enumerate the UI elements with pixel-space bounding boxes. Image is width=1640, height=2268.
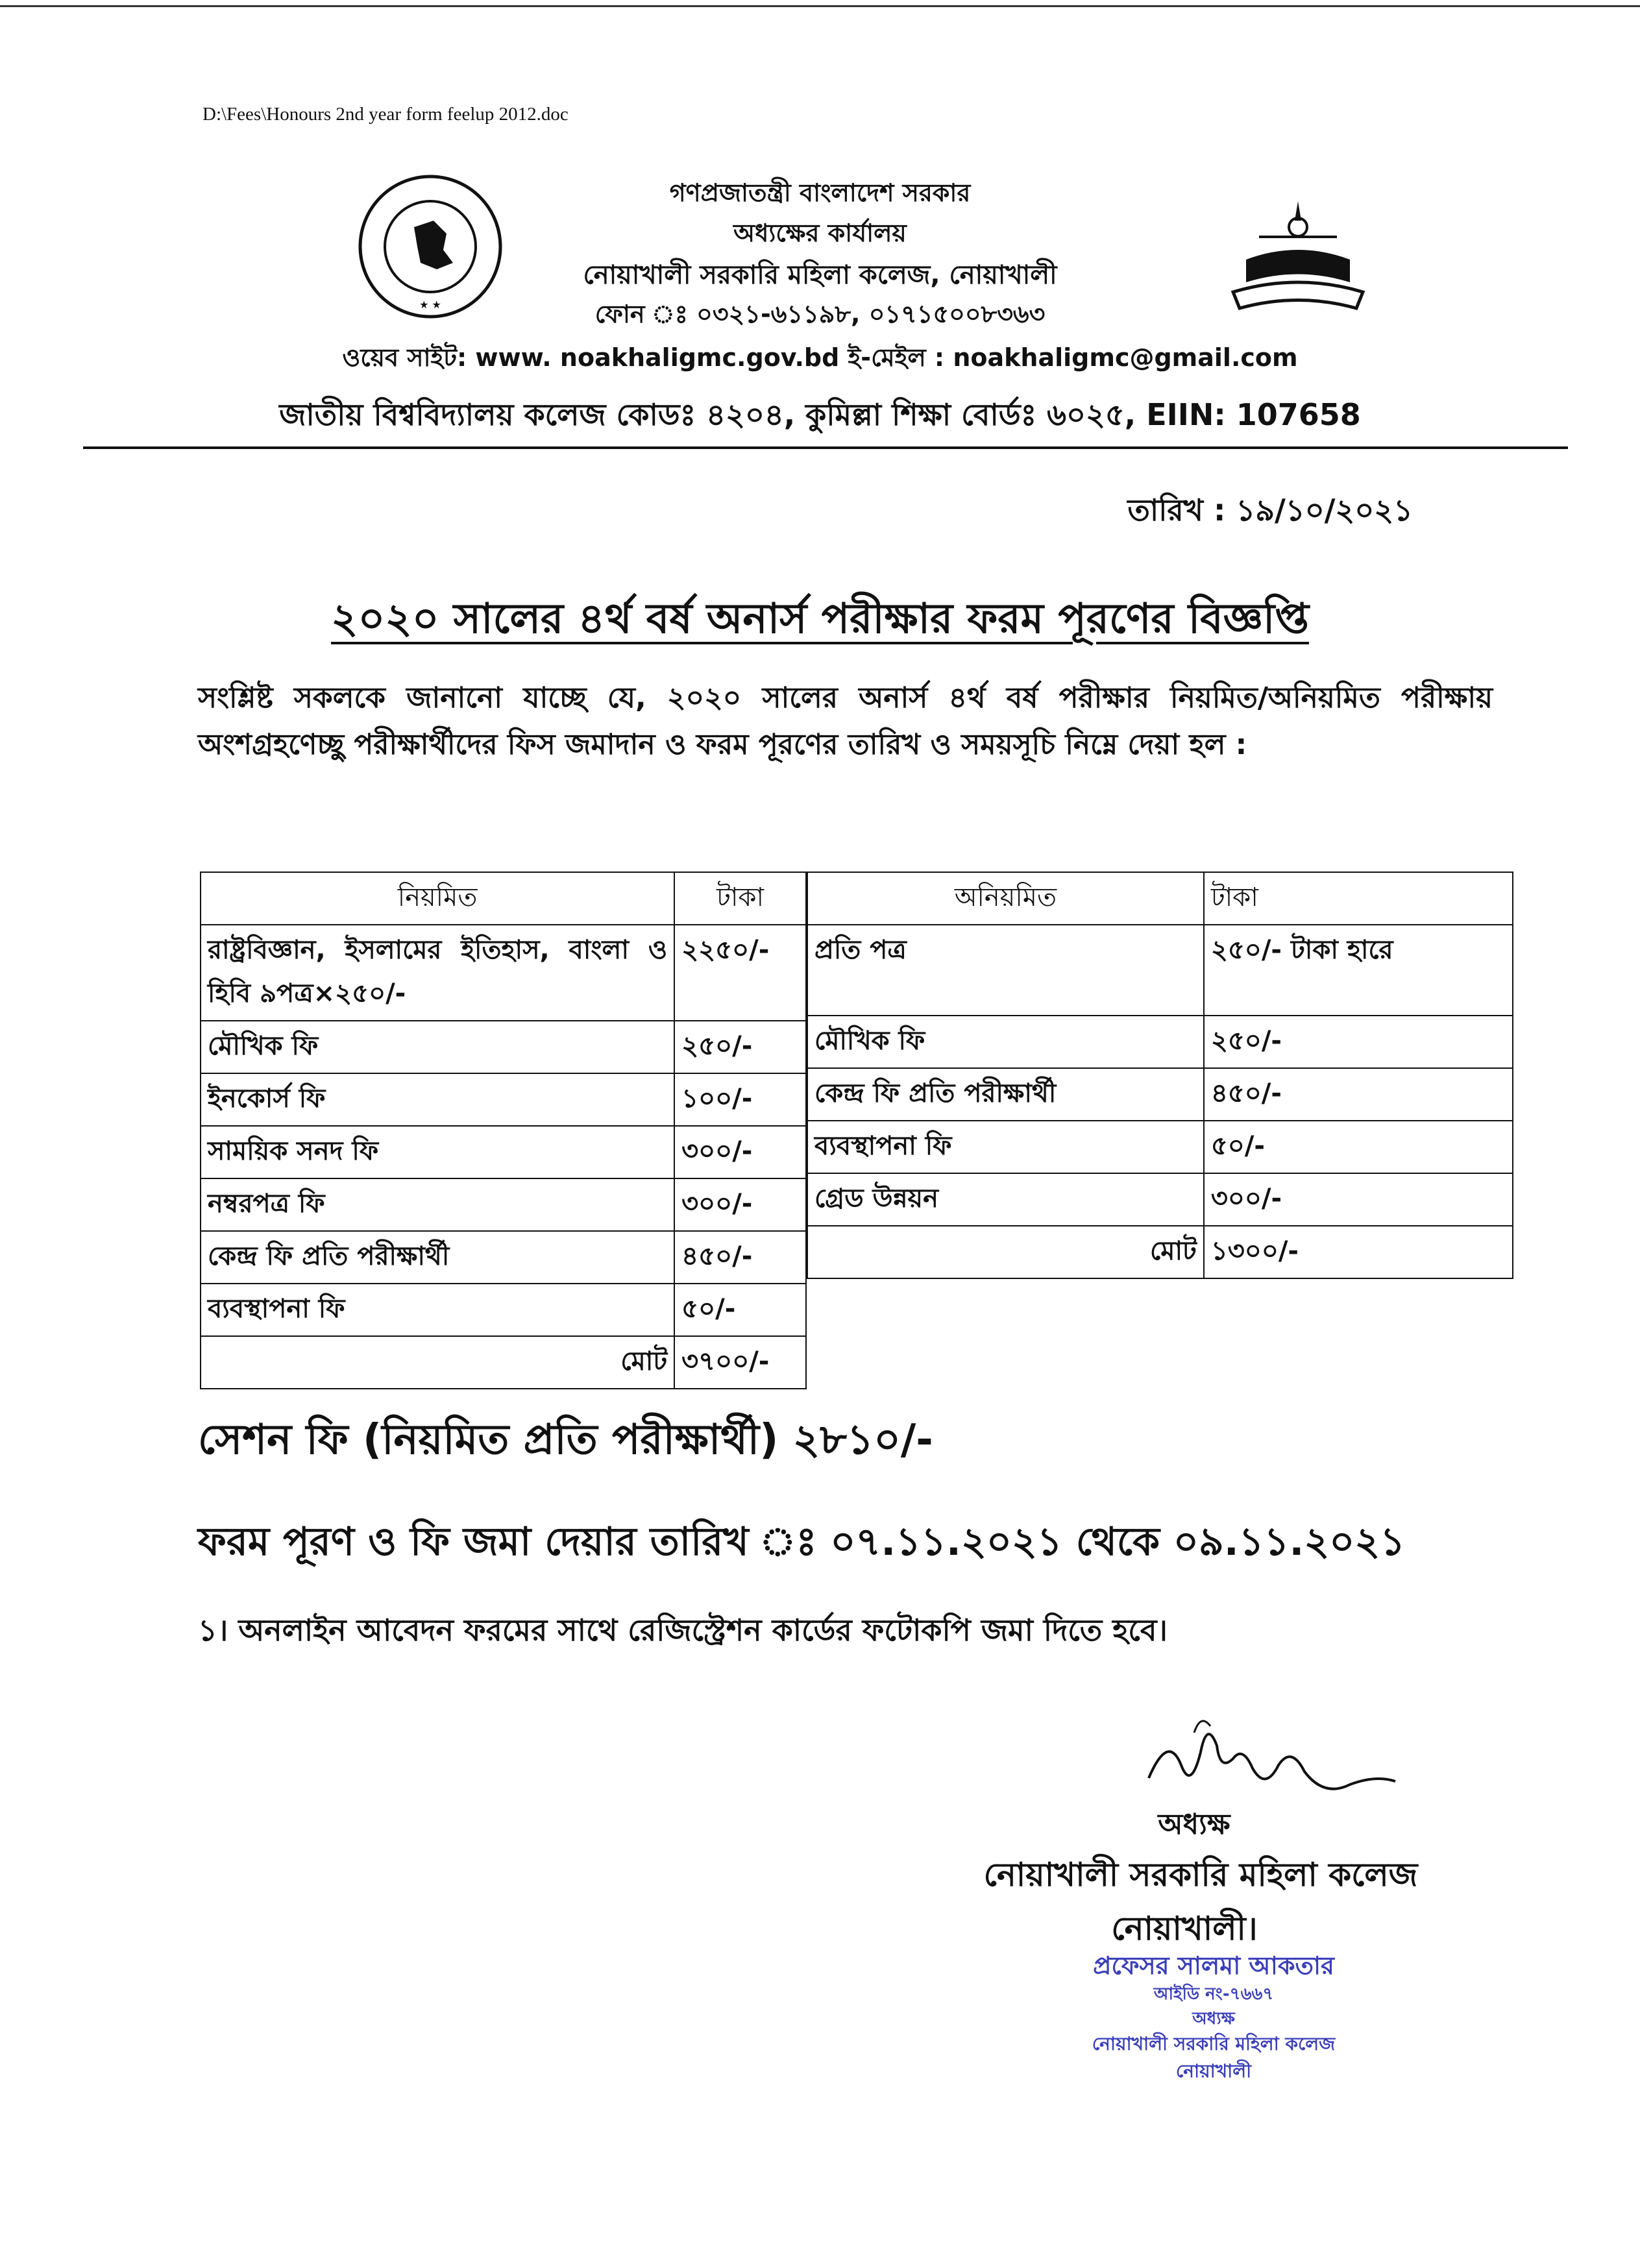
column-header: নিয়মিত [201,872,674,925]
table-row [201,1126,806,1178]
fee-amount: ৩০০/- [674,1126,806,1178]
notice-title: ২০২০ সালের ৪র্থ বর্ষ অনার্স পরীক্ষার ফরম পূরণের বিজ্ঞপ্তি [331,595,1309,643]
table-row [807,925,1513,1016]
stamp-name: প্রফেসর সালমা আকতার [1093,1951,1334,1980]
fee-amount: ৫০/- [1204,1121,1513,1173]
table-row [807,1121,1513,1173]
fee-amount: ৪৫০/- [1204,1068,1513,1121]
fee-amount: ২৫০/- [674,1021,806,1073]
fee-label: ব্যবস্থাপনা ফি [201,1284,674,1336]
fee-amount: ২৫০/- টাকা হারে [1204,925,1513,1016]
submission-dates: ফরম পূরণ ও ফি জমা দেয়ার তারিখ ঃ ০৭.১১.২০২১ থেকে ০৯.১১.২০২১ [198,1519,1406,1565]
header-codes: জাতীয় বিশ্ববিদ্যালয় কলেজ কোডঃ ৪২০৪, কুমিল্লা শিক্ষা বোর্ডঃ ৬০২৫, EIIN: 107658 [279,397,1361,432]
stamp-id: আইডি নং-৭৬৬৭ [1153,1984,1274,2004]
header-office: অধ্যক্ষের কার্যালয় [733,219,907,247]
fee-label: ব্যবস্থাপনা ফি [807,1121,1204,1173]
stamp-role: অধ্যক্ষ [1192,2009,1235,2029]
principal-signature [1129,1707,1402,1804]
table-row [201,1284,806,1336]
total-row [201,1336,806,1389]
fee-label: প্রতি পত্র [807,925,1204,1016]
header-web-email: ওয়েব সাইট: www. noakhaligmc.gov.bd ই-মেইল : noakhaligmc@gmail.com [342,343,1298,372]
header-government: গণপ্রজাতন্ত্রী বাংলাদেশ সরকার [669,178,971,207]
session-fee: সেশন ফি (নিয়মিত প্রতি পরীক্ষার্থী) ২৮১০/- [198,1416,933,1464]
fee-amount: ২৫০/- [1204,1016,1513,1068]
table-row [201,1021,806,1073]
signatory-role: অধ্যক্ষ [1158,1808,1230,1841]
table-row [807,1016,1513,1068]
header-divider [83,446,1568,449]
table-header-row [201,872,806,925]
irregular-fees-table [807,872,1513,1279]
notice-date: তারিখ : ১৯/১০/২০২১ [1127,493,1413,528]
fee-amount: ১০০/- [674,1073,806,1126]
fee-amount: ৪৫০/- [674,1231,806,1284]
fee-label: সাময়িক সনদ ফি [201,1126,674,1178]
table-row [201,1073,806,1126]
column-header: অনিয়মিত [807,872,1204,925]
table-row [201,1231,806,1284]
table-row [201,925,806,1021]
stamp-city: নোয়াখালী [1175,2060,1252,2082]
fee-label: কেন্দ্র ফি প্রতি পরীক্ষার্থী [201,1231,674,1284]
total-label: মোট [807,1226,1204,1278]
table-row [807,1068,1513,1121]
total-amount: ১৩০০/- [1204,1226,1513,1278]
fee-label: ইনকোর্স ফি [201,1073,674,1126]
total-label: মোট [201,1336,674,1389]
fee-amount: ২২৫০/- [674,925,806,1021]
table-row [201,1178,806,1231]
signatory-institution: নোয়াখালী সরকারি মহিলা কলেজ [983,1856,1418,1894]
note-item-1: ১। অনলাইন আবেদন ফরমের সাথে রেজিস্ট্রেশন কার্ডের ফটোকপি জমা দিতে হবে। [198,1613,1168,1648]
top-border-line [0,5,1640,7]
fee-amount: ৩০০/- [1204,1173,1513,1226]
regular-fees-table [200,872,807,1389]
stamp-institution: নোয়াখালী সরকারি মহিলা কলেজ [1092,2033,1336,2055]
fee-amount: ৫০/- [674,1284,806,1336]
file-path: D:\Fees\Honours 2nd year form feelup 2012.doc [202,104,569,125]
table-header-row [807,872,1513,925]
fee-label: মৌখিক ফি [201,1021,674,1073]
header-phone: ফোন ঃ ০৩২১-৬১১৯৮, ০১৭১৫০০৮৩৬৩ [594,300,1046,328]
notice-intro: সংশ্লিষ্ট সকলকে জানানো যাচ্ছে যে, ২০২০ সালের অনার্স ৪র্থ বর্ষ পরীক্ষার নিয়মিত/অনিয়মিত পরীক্ষায় অংশগ্রহণেচ্ছু পরীক্ষার্থীদের ফিস জমাদান ও ফরম পূরণের তারিখ ও সময়সূচি নিম্নে দেয়া হল : [198,681,1493,761]
svg-text:★ ★: ★ ★ [419,299,441,311]
column-header: টাকা [1204,872,1513,925]
fee-label: গ্রেড উন্নয়ন [807,1173,1204,1226]
table-row [807,1173,1513,1226]
fee-label: কেন্দ্র ফি প্রতি পরীক্ষার্থী [807,1068,1204,1121]
fee-label: মৌখিক ফি [807,1016,1204,1068]
total-amount: ৩৭০০/- [674,1336,806,1389]
fee-amount: ৩০০/- [674,1178,806,1231]
fee-label: রাষ্ট্রবিজ্ঞান, ইসলামের ইতিহাস, বাংলা ও হিবি ৯পত্র×২৫০/- [201,925,674,1021]
total-row [807,1226,1513,1278]
column-header: টাকা [674,872,806,925]
header-college: নোয়াখালী সরকারি মহিলা কলেজ, নোয়াখালী [583,260,1057,290]
signatory-city: নোয়াখালী। [1111,1910,1258,1947]
fee-label: নম্বরপত্র ফি [201,1178,674,1231]
